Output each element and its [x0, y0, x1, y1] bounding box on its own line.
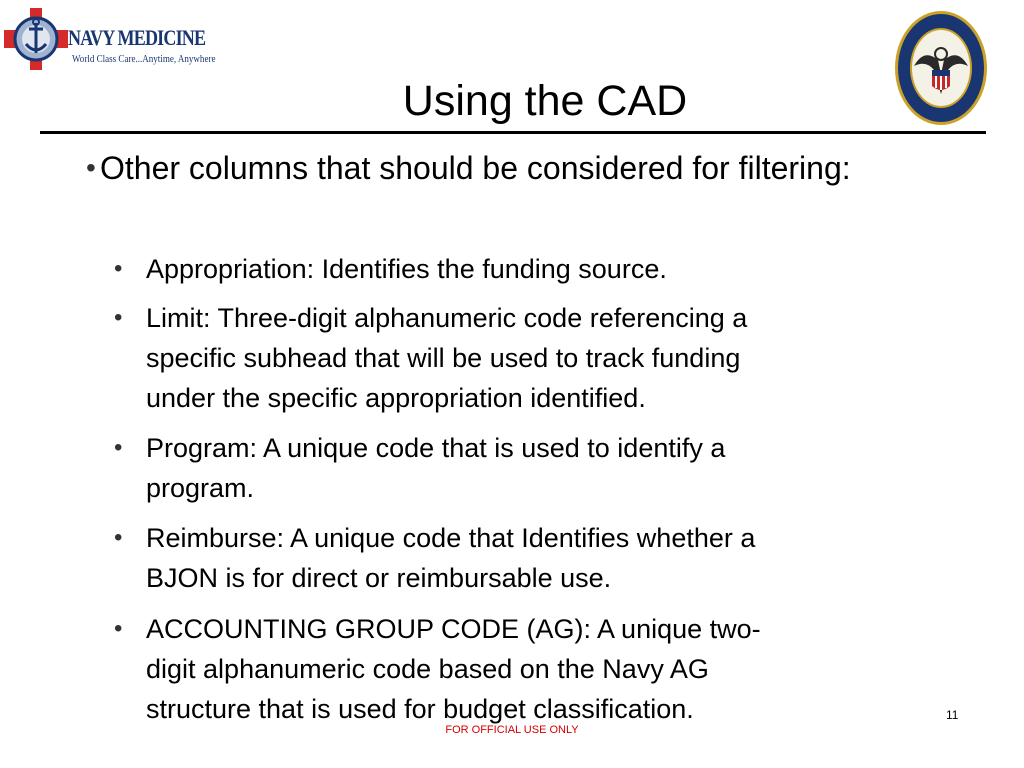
sub-bullet-line: ACCOUNTING GROUP CODE (AG): A unique two-: [146, 614, 761, 644]
navy-medicine-anchor-cross-icon: [4, 8, 68, 70]
bullet-marker: •: [86, 152, 96, 183]
logo-title: NAVY MEDICINE: [68, 25, 206, 50]
sub-bullet-marker: •: [114, 434, 123, 461]
sub-bullet-line: digit alphanumeric code based on the Navy AG: [146, 654, 709, 684]
logo-tagline: World Class Care...Anytime, Anywhere: [72, 54, 216, 65]
navy-medicine-logo: [4, 8, 216, 70]
sub-bullet-line: Appropriation: Identifies the funding source.: [146, 254, 667, 284]
sub-bullet-line: under the specific appropriation identified.: [146, 383, 646, 413]
page-number: 11: [946, 708, 959, 722]
sub-bullet-marker: •: [114, 615, 123, 642]
sub-bullet-marker: •: [114, 255, 123, 282]
sub-bullet-line: specific subhead that will be used to track funding: [146, 343, 741, 373]
slide-title: Using the CAD: [402, 77, 688, 125]
sub-bullet-line: Program: A unique code that is used to identify a: [146, 433, 726, 463]
sub-bullet-line: program.: [146, 473, 255, 503]
main-bullet-text: Other columns that should be considered for filtering:: [100, 150, 851, 186]
sub-bullet-line: Limit: Three-digit alphanumeric code referencing a: [146, 303, 748, 333]
sub-bullet-marker: •: [114, 304, 123, 331]
sub-bullet-line: structure that is used for budget classification.: [146, 694, 694, 724]
title-divider: [40, 131, 986, 134]
sub-bullet-line: BJON is for direct or reimbursable use.: [146, 563, 612, 593]
sub-bullet-line: Reimburse: A unique code that Identifies whether a: [146, 523, 756, 553]
sub-bullet-marker: •: [114, 524, 123, 551]
footer-classification: FOR OFFICIAL USE ONLY: [445, 724, 579, 736]
